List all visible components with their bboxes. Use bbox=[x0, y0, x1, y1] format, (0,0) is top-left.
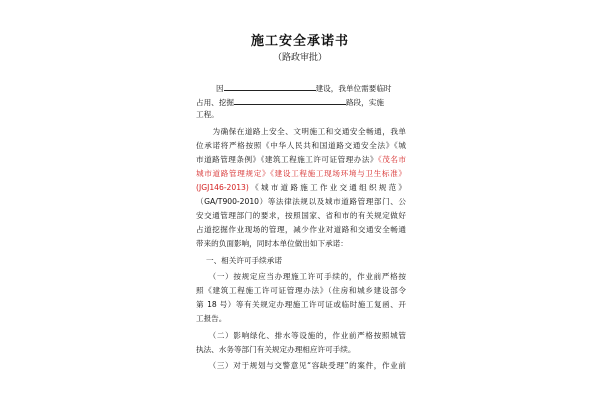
page-title: 施工安全承诺书 bbox=[250, 34, 349, 49]
red-reference: 《茂名市 bbox=[377, 155, 406, 164]
intro-suffix-2: 路段，实施 bbox=[345, 98, 384, 107]
road-section-blank bbox=[234, 95, 346, 105]
intro-line-2 bbox=[196, 95, 406, 108]
item1-line-4: 工报告。 bbox=[196, 314, 227, 323]
intro-line-1 bbox=[196, 81, 406, 94]
para1-line-6: （GA/T900-2010）等法律法规以及城市道路管理部门、公 bbox=[196, 197, 406, 206]
intro-prefix-2: 占用、挖掘 bbox=[196, 98, 234, 107]
para1-line-8: 占道挖掘作业现场的管理，减少作业对道路和交通安全畅通 bbox=[196, 225, 406, 234]
item1-line-2: 照《建筑工程施工许可证管理办法》（住房和城乡建设部令 bbox=[196, 286, 406, 295]
intro-prefix-1: 因 bbox=[216, 84, 224, 93]
item1-line-3: 第 18 号）等有关规定办理施工许可证或临时施工复函、开 bbox=[196, 300, 406, 309]
item3-line-1: （三）对于规划与交警意见“容缺受理”的案件，作业前 bbox=[208, 361, 406, 370]
para1-line-9: 带来的负面影响，同时本单位做出如下承诺： bbox=[196, 239, 348, 248]
para1-line-1: 为确保在道路上安全、文明施工和交通安全畅通，我单 bbox=[212, 127, 406, 136]
para1-line-4-red: 城市道路管理规定》《建设工程施工现场环境与卫生标准》 bbox=[196, 169, 406, 178]
intro-suffix-1: 建设，我单位需要临时 bbox=[315, 84, 392, 93]
item1-line-1: （一）按规定应当办理施工许可手续的，作业前严格按 bbox=[208, 272, 406, 281]
intro-line-3: 工程。 bbox=[196, 110, 219, 119]
section1-heading: 一、相关许可手续承诺 bbox=[206, 256, 282, 265]
red-standard-code: (JGJ146-2013) bbox=[196, 183, 249, 192]
project-name-blank bbox=[224, 81, 316, 91]
para1-line-7: 安交通管理部门的要求，按照国家、省和市的有关规定做好 bbox=[196, 211, 406, 220]
page-subtitle: （路政审批） bbox=[272, 53, 327, 63]
item2-line-1: （二）影响绿化、排水等设施的，作业前严格按照城管 bbox=[208, 331, 406, 340]
para1-line-5: (JGJ146-2013)《城市道路施工作业交通组织规范》 bbox=[196, 183, 406, 192]
para1-line-2: 位承诺将严格按照《中华人民共和国道路交通安全法》《城 bbox=[196, 141, 406, 150]
item2-line-2: 执法、水务等部门有关规定办理相应许可手续。 bbox=[196, 345, 356, 354]
para1-line-3: 市道路管理条例》《建筑工程施工许可证管理办法》《茂名市 bbox=[196, 155, 406, 164]
